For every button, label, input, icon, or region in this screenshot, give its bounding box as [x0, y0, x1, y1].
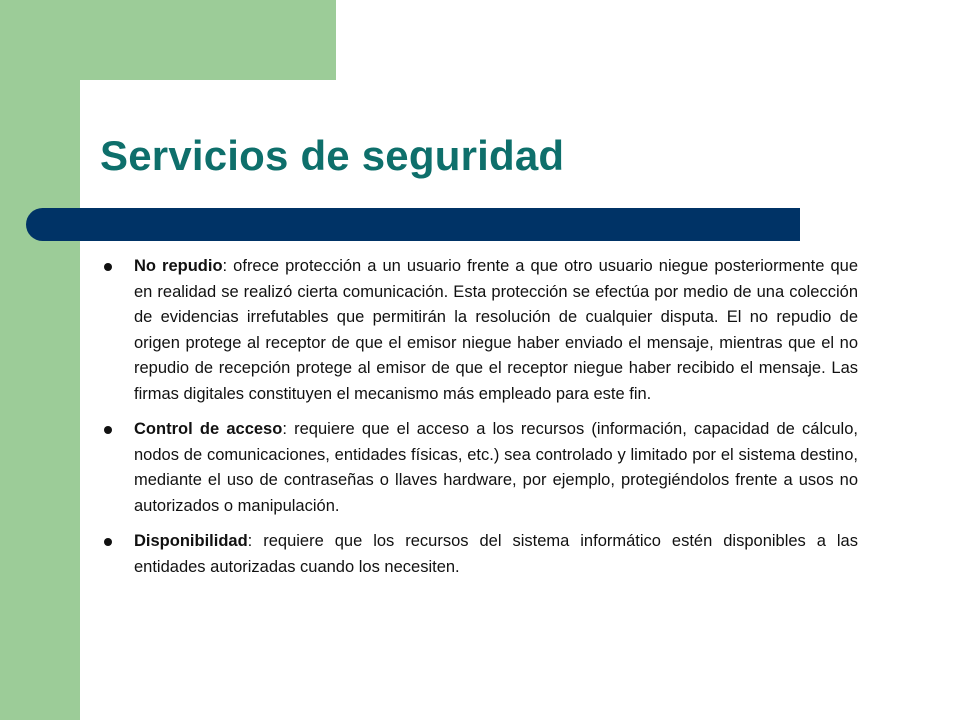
bullet-icon: [104, 538, 112, 546]
bullet-text: : ofrece protección a un usuario frente a que otro usuario niegue posteriormente que en realidad se realizó cierta comunicación. Esta protección se efectúa por medio de una colección de evidencias irrefutables que permitirán la resolución de cualquier disputa. El no repudio de origen protege al receptor de que el emisor niegue haber enviado el mensaje, mientras que el no repudio de recepción protege al emisor de que el receptor niegue haber recibido el mensaje. Las firmas digitales constituyen el mecanismo más empleado para este fin.: [134, 257, 859, 403]
bullet-icon: [104, 263, 112, 271]
bullet-term: Disponibilidad: [134, 532, 248, 550]
bullet-control-de-acceso: [100, 417, 858, 519]
top-accent-band: [0, 0, 336, 80]
rounded-content-corner: [80, 80, 140, 140]
bullet-term: Control de acceso: [134, 420, 283, 438]
bullet-no-repudio: [100, 254, 858, 407]
bullet-text: : requiere que los recursos del sistema informático estén disponibles a las entidades autorizadas cuando los necesiten.: [134, 532, 858, 576]
bullet-term: No repudio: [134, 257, 223, 275]
bullet-text: : requiere que el acceso a los recursos (información, capacidad de cálculo, nodos de comunicaciones, entidades físicas, etc.) sea controlado y limitado por el sistema destino, mediante el uso de contraseñas o llaves hardware, por ejemplo, protegiéndolos frente a usos no autorizados o manipulación.: [134, 420, 858, 515]
bullet-list: [100, 254, 858, 590]
slide-title: Servicios de seguridad: [100, 132, 565, 179]
left-accent-band: [0, 0, 80, 720]
title-underline-bar: [26, 208, 800, 241]
bullet-icon: [104, 426, 112, 434]
bullet-disponibilidad: [100, 529, 858, 580]
